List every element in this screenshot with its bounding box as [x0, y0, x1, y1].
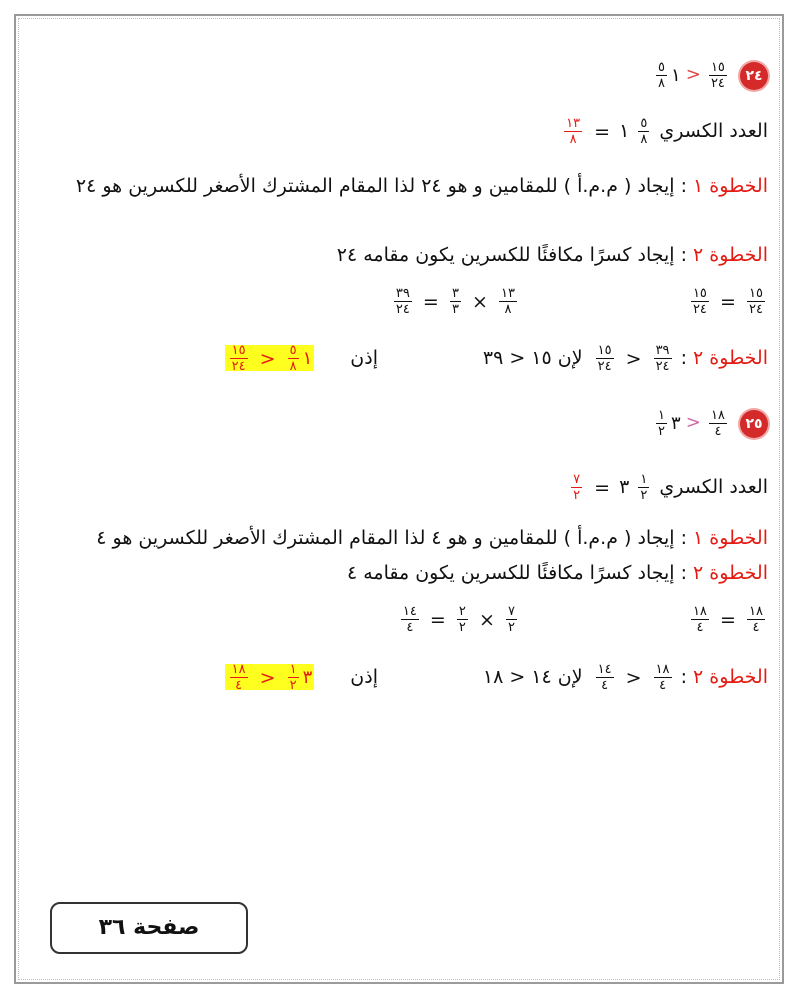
mixed-number: ٣ $\frac{١}{٢}$	[658, 408, 681, 439]
step-1-line: الخطوة ١ : إيجاد ( م.م.أ ) للمقامين و هو ٢٤ لذا المقام المشترك الأصغر للكسرين هو ٢٤	[75, 175, 768, 197]
comparison-sign: <	[685, 412, 701, 433]
mixed-number: ١ $\frac{٥}{٨}$	[658, 60, 681, 91]
fraction: $\frac{١٥}{٢٤}$	[710, 60, 725, 91]
fraction: $\frac{٥}{٨}$	[640, 116, 648, 147]
equivalent-fraction-left: $\frac{١٥}{٢٤}$ = $\frac{١٥}{٢٤}$	[692, 286, 763, 317]
step-2-line: الخطوة ٢ : إيجاد كسرًا مكافئًا للكسرين يكون مقامه ٢٤	[336, 244, 768, 266]
result-fraction: $\frac{١٣}{٨}$	[566, 116, 581, 147]
step-2-line: الخطوة ٢ : إيجاد كسرًا مكافئًا للكسرين يكون مقامه ٤	[346, 562, 768, 584]
page-number-label: صفحة ٣٦	[50, 902, 248, 954]
step-1-line: الخطوة ١ : إيجاد ( م.م.أ ) للمقامين و هو ٤ لذا المقام المشترك الأصغر للكسرين هو ٤	[96, 527, 768, 549]
problem-number-badge: ٢٤	[740, 62, 768, 90]
fraction: $\frac{١٨}{٤}$	[710, 408, 725, 439]
problem-24-header	[653, 60, 768, 91]
equivalent-fraction-right: $\frac{١٣}{٨}$ × $\frac{٣}{٣}$ = $\frac{٣٩}{٢٤}$	[395, 286, 515, 317]
mixed-number-line: العدد الكسري $\frac{٥}{٨}$ ١ = $\frac{١٣}{٨}$	[566, 116, 768, 147]
comparison-sign: <	[685, 64, 701, 85]
mixed-number-line: العدد الكسري $\frac{١}{٢}$ ٣ = $\frac{٧}{٢}$	[573, 472, 768, 503]
step-3-result: إذن ٣ $\frac{١}{٢}$ < $\frac{١٨}{٤}$	[225, 662, 378, 693]
highlighted-answer: ٣ $\frac{١}{٢}$ < $\frac{١٨}{٤}$	[225, 664, 315, 690]
problem-number-badge: ٢٥	[740, 410, 768, 438]
equivalent-fraction-right: $\frac{٧}{٢}$ × $\frac{٢}{٢}$ = $\frac{١٤}{٤}$	[402, 604, 515, 635]
step-3-line: الخطوة ٢ : $\frac{١٨}{٤}$ < $\frac{١٤}{٤}$ لإن ١٤ < ١٨	[482, 662, 768, 693]
result-fraction: $\frac{٧}{٢}$	[573, 472, 581, 503]
equivalent-fraction-left: $\frac{١٨}{٤}$ = $\frac{١٨}{٤}$	[692, 604, 763, 635]
step-3-result: إذن ١ $\frac{٥}{٨}$ < $\frac{١٥}{٢٤}$	[225, 343, 378, 374]
problem-25-header	[653, 408, 768, 439]
highlighted-answer: ١ $\frac{٥}{٨}$ < $\frac{١٥}{٢٤}$	[225, 345, 315, 371]
step-3-line: الخطوة ٢ : $\frac{٣٩}{٢٤}$ < $\frac{١٥}{٢٤}$ لإن ١٥ < ٣٩	[482, 343, 768, 374]
